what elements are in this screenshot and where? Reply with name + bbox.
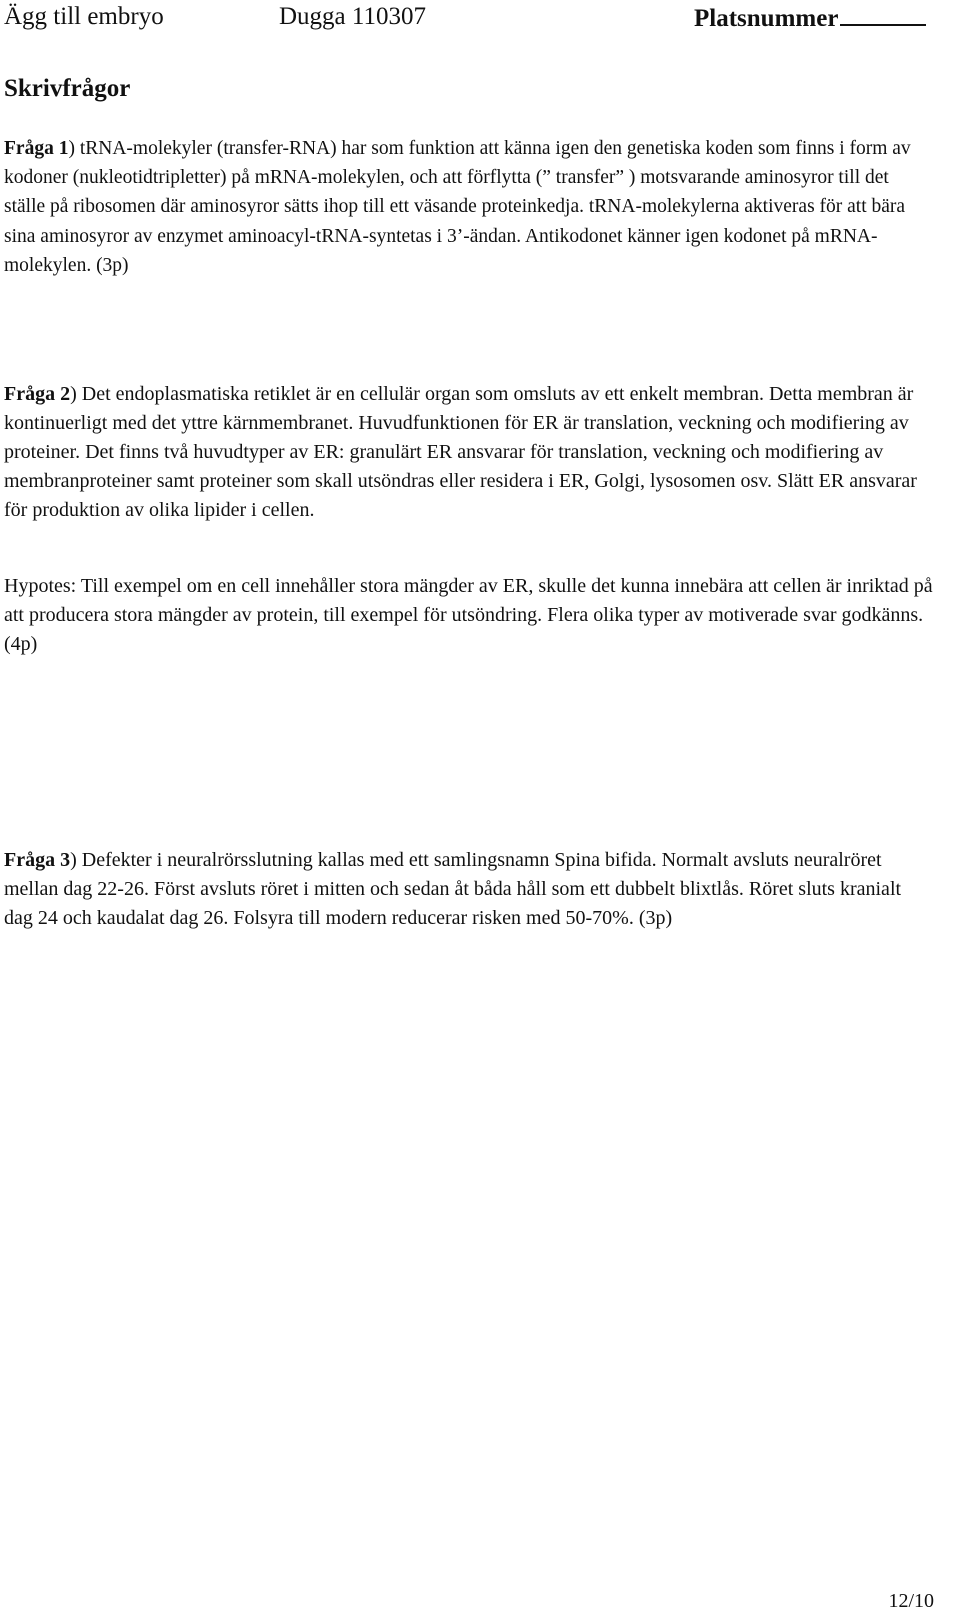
question-3-text: ) Defekter i neuralrörsslutning kallas med ett samlingsnamn Spina bifida. Normalt avsluts neuralröret mellan dag 22-26. Först avsluts röret i mitten och sedan åt båda håll som ett dubbelt blixtlås. Röret sluts kranialt dag 24 och kaudalat dag 26. Folsyra till modern reducerar risken med 50-70%. (3p): [4, 849, 902, 929]
seat-number-blank: [840, 0, 926, 26]
exam-title: Dugga 110307: [279, 3, 426, 30]
seat-number-label: Platsnummer: [694, 5, 839, 32]
page-header: [4, 0, 956, 34]
question-2: [4, 380, 934, 525]
question-1-label: Fråga 1: [4, 138, 69, 159]
question-1-text: ) tRNA-molekyler (transfer-RNA) har som funktion att känna igen den genetiska koden som finns i form av kodoner (nukleotidtripletter) på mRNA-molekylen, och att förflytta (” transfer” ) motsvarande aminosyror till det ställe på ribosomen där aminosyror sätts ihop till ett väsande proteinkedja. tRNA-molekylerna aktiveras för att bära sina aminosyror av enzymet aminoacyl-tRNA-syntetas i 3’-ändan. Antikodonet känner igen kodonet på mRNA-molekylen. (3p): [4, 138, 911, 276]
question-2-label: Fråga 2: [4, 383, 71, 405]
hypothesis-paragraph: Hypotes: Till exempel om en cell innehåller stora mängder av ER, skulle det kunna innebära att cellen är inriktad på att producera stora mängder av protein, till exempel för utsöndring. Flera olika typer av motiverade svar godkänns. (4p): [4, 575, 933, 655]
course-title: Ägg till embryo: [4, 3, 164, 30]
question-2-text: ) Det endoplasmatiska retiklet är en cellulär organ som omsluts av ett enkelt membran. Detta membran är kontinuerligt med det yttre kärnmembranet. Huvudfunktionen för ER är translation, veckning och modifiering av proteiner. Det finns två huvudtyper av ER: granulärt ER ansvarar för translation, veckning och modifiering av membranproteiner samt proteiner som skall utsöndras eller residera i ER, Golgi, lysosomen osv. Slätt ER ansvarar för produktion av olika lipider i cellen.: [4, 383, 917, 521]
question-3: [4, 846, 934, 933]
section-title: Skrivfrågor: [4, 75, 131, 102]
question-3-label: Fråga 3: [4, 849, 71, 871]
page-number: 12/10: [888, 1590, 934, 1612]
question-1: [4, 134, 934, 280]
seat-number-field: [694, 0, 926, 36]
